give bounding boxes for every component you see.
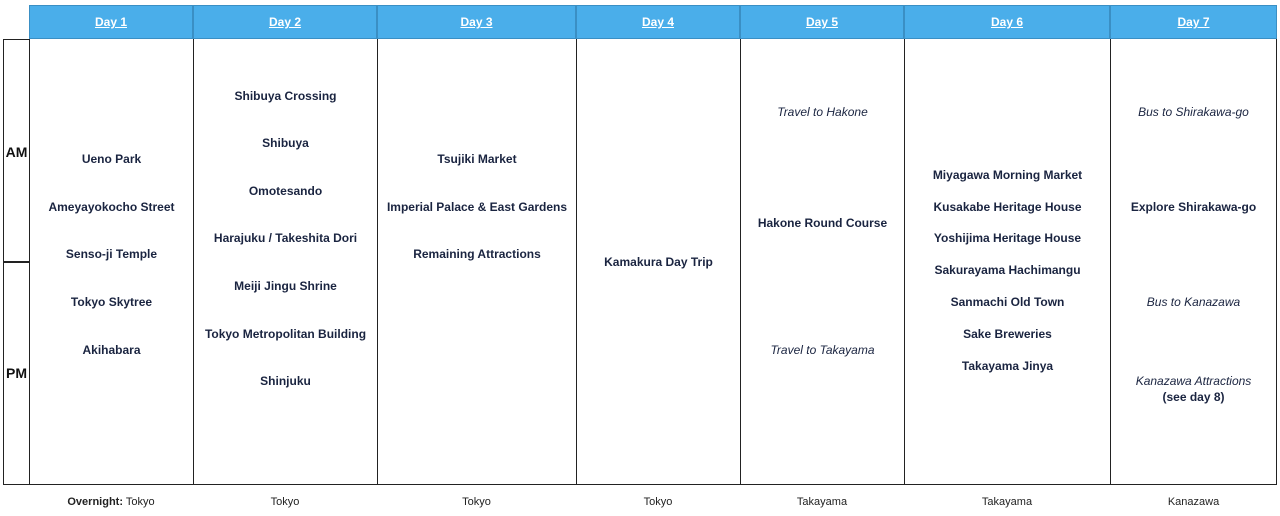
activity: Sanmachi Old Town [950, 295, 1065, 309]
activity: Bus to Shirakawa-go [1138, 105, 1249, 119]
day-header-row [29, 5, 1277, 39]
activity: Bus to Kanazawa [1146, 295, 1241, 309]
activity: Takayama Jinya [961, 359, 1054, 373]
overnight-city: Tokyo [462, 496, 491, 508]
day-column [576, 39, 740, 485]
overnight-row [29, 496, 1277, 508]
itinerary-grid [29, 39, 1277, 485]
day-header[interactable]: Day 3 [377, 5, 576, 39]
pm-label-cell [3, 262, 29, 485]
am-label-cell [3, 39, 29, 262]
day-column [377, 39, 576, 485]
day-header[interactable]: Day 6 [904, 5, 1110, 39]
activity: Shinjuku [260, 374, 311, 388]
activity: Yoshijima Heritage House [933, 231, 1082, 245]
day-column [904, 39, 1110, 485]
activity-note: (see day 8) [1162, 390, 1225, 404]
day-header[interactable]: Day 4 [576, 5, 740, 39]
overnight-city: Tokyo [125, 496, 155, 508]
activity: Tsujiki Market [437, 152, 517, 166]
activity: Travel to Hakone [777, 105, 868, 119]
activity: Kanazawa Attractions [1135, 374, 1252, 388]
activity: Ameyayokocho Street [48, 200, 175, 214]
day-column [193, 39, 377, 485]
activity: Miyagawa Morning Market [932, 168, 1083, 182]
activity: Travel to Takayama [770, 343, 875, 357]
activity: Hakone Round Course [757, 216, 888, 230]
activity: Imperial Palace & East Gardens [386, 200, 568, 214]
activity: Omotesando [248, 184, 323, 198]
day-column [29, 39, 193, 485]
activity: Kusakabe Heritage House [933, 200, 1082, 214]
overnight-city: Tokyo [643, 496, 673, 508]
activity: Explore Shirakawa-go [1130, 200, 1257, 214]
pm-label: PM [6, 365, 27, 381]
activity: Tokyo Metropolitan Building [204, 327, 367, 341]
day-header[interactable]: Day 2 [193, 5, 377, 39]
activity: Ueno Park [81, 152, 142, 166]
day-header[interactable]: Day 1 [29, 5, 193, 39]
overnight-city: Takayama [796, 496, 848, 508]
overnight-label: Overnight: [67, 496, 123, 508]
day-column [1110, 39, 1277, 485]
am-label: AM [5, 144, 28, 160]
activity: Sake Breweries [963, 327, 1052, 341]
activity: Sakurayama Hachimangu [934, 263, 1081, 277]
day-column [740, 39, 904, 485]
overnight-city: Takayama [981, 496, 1033, 508]
day-header[interactable]: Day 7 [1110, 5, 1277, 39]
overnight-city: Kanazawa [1167, 496, 1220, 508]
activity: Meiji Jingu Shrine [234, 279, 337, 293]
overnight-cell [29, 496, 193, 508]
overnight-city: Tokyo [270, 496, 300, 508]
activity: Kamakura Day Trip [604, 255, 713, 269]
activity: Akihabara [82, 343, 141, 357]
activity: Shibuya Crossing [234, 89, 337, 103]
activity: Tokyo Skytree [70, 295, 153, 309]
activity: Shibuya [262, 136, 309, 150]
activity: Harajuku / Takeshita Dori [213, 231, 358, 245]
activity: Remaining Attractions [413, 247, 541, 261]
activity: Senso-ji Temple [65, 247, 158, 261]
day-header[interactable]: Day 5 [740, 5, 904, 39]
